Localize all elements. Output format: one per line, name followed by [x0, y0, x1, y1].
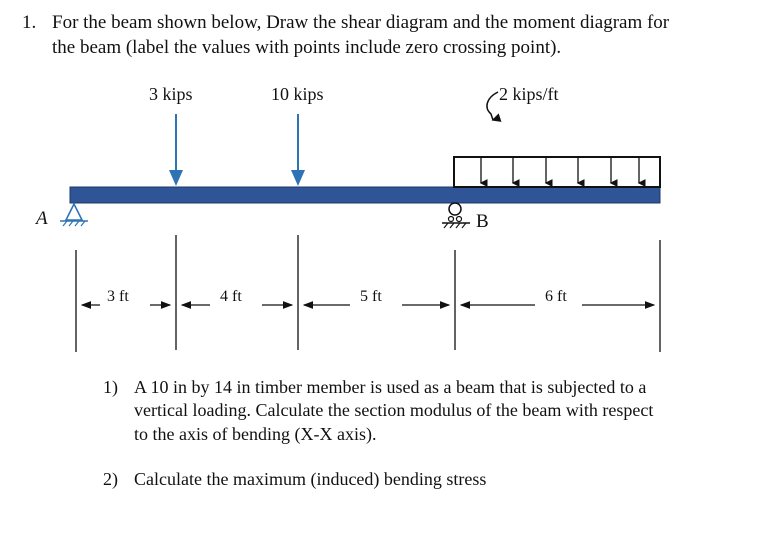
- subquestion-1-line-2: vertical loading. Calculate the section modulus of the beam with respect: [134, 400, 654, 420]
- dimension-label-5ft: 5 ft: [360, 288, 382, 305]
- distributed-load-leader: [487, 92, 498, 120]
- dimension-label-4ft: 4 ft: [220, 288, 242, 305]
- distributed-load-label: 2 kips/ft: [499, 84, 559, 104]
- subquestion-2-number: 2): [103, 469, 118, 489]
- support-a-pin: [60, 204, 88, 226]
- support-b-roller: [442, 203, 470, 228]
- point-load-label-10kips: 10 kips: [271, 84, 324, 104]
- beam: [70, 187, 660, 203]
- problem-number: 1.: [22, 12, 37, 33]
- subquestion-2-line-1: Calculate the maximum (induced) bending stress: [134, 469, 487, 489]
- support-a-label: A: [36, 208, 48, 229]
- problem-text-line-1: For the beam shown below, Draw the shear diagram and the moment diagram for: [52, 12, 670, 33]
- support-b-label: B: [476, 211, 489, 232]
- point-load-label-3kips: 3 kips: [149, 84, 193, 104]
- distributed-load: [454, 157, 660, 187]
- dimension-extension-lines: [76, 235, 660, 352]
- dimension-label-6ft: 6 ft: [545, 288, 567, 305]
- problem-text-line-2: the beam (label the values with points include zero crossing point).: [52, 37, 562, 58]
- subquestion-1-line-3: to the axis of bending (X-X axis).: [134, 424, 377, 444]
- subquestion-1-number: 1): [103, 377, 118, 397]
- subquestion-1-line-1: A 10 in by 14 in timber member is used as a beam that is subjected to a: [134, 377, 647, 397]
- point-load-arrow-10kips: [291, 114, 305, 186]
- point-load-arrow-3kips: [169, 114, 183, 186]
- dimension-label-3ft: 3 ft: [107, 288, 129, 305]
